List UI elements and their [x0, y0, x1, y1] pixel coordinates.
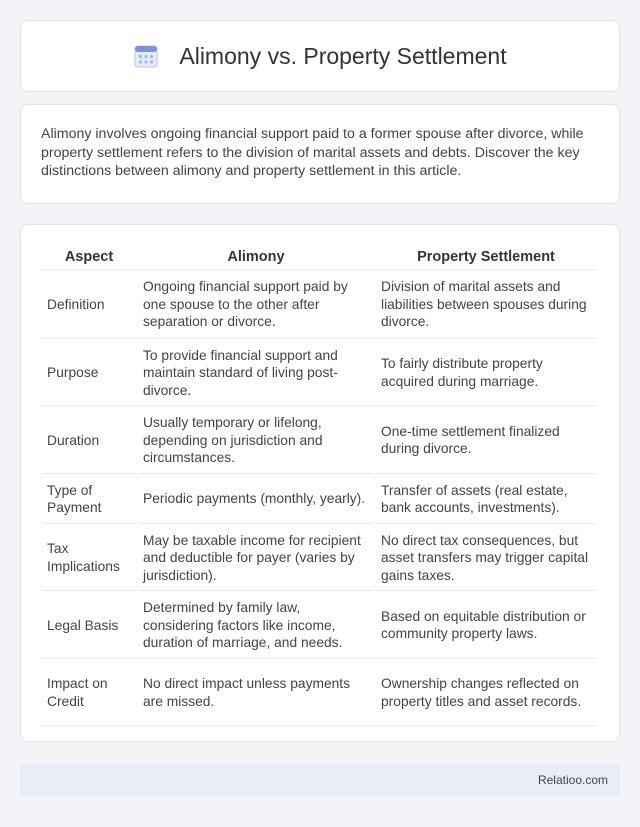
cell-property: One-time settlement finalized during divorce.: [376, 408, 596, 474]
cell-alimony: Ongoing financial support paid by one spouse to the other after separation or divorce.: [138, 272, 374, 339]
cell-aspect: Purpose: [42, 341, 136, 407]
table-row: [42, 341, 596, 407]
intro-card: [20, 104, 620, 204]
table-row: [42, 408, 596, 474]
cell-alimony: Periodic payments (monthly, yearly).: [138, 476, 374, 524]
cell-aspect: Legal Basis: [42, 593, 136, 659]
comparison-card: [20, 224, 620, 742]
calendar-icon: [133, 43, 159, 69]
table-row: [42, 661, 596, 726]
cell-alimony: Usually temporary or lifelong, depending on jurisdiction and circumstances.: [138, 408, 374, 474]
cell-property: No direct tax consequences, but asset transfers may trigger capital gains taxes.: [376, 526, 596, 592]
table-row: [42, 272, 596, 339]
cell-property: Division of marital assets and liabilities between spouses during divorce.: [376, 272, 596, 339]
cell-aspect: Tax Implications: [42, 526, 136, 592]
cell-aspect: Definition: [42, 272, 136, 339]
title-card: [20, 20, 620, 92]
column-header-alimony: Alimony: [138, 247, 374, 270]
footer-brand: Relatioo.com: [537, 773, 608, 787]
cell-aspect: Duration: [42, 408, 136, 474]
cell-alimony: Determined by family law, considering factors like income, duration of marriage, and needs.: [138, 593, 374, 659]
table-row: [42, 526, 596, 592]
cell-alimony: To provide financial support and maintain standard of living post-divorce.: [138, 341, 374, 407]
column-header-property-settlement: Property Settlement: [376, 247, 596, 270]
intro-text: Alimony involves ongoing financial support paid to a former spouse after divorce, while property settlement refers to the division of marital assets and debts. Discover the key distinctions between alimony and property settlement in this article.: [41, 126, 584, 179]
cell-alimony: No direct impact unless payments are missed.: [138, 661, 374, 726]
footer-bar: [20, 763, 620, 797]
table-header-row: [42, 247, 596, 270]
table-row: [42, 476, 596, 524]
column-header-aspect: Aspect: [42, 247, 136, 270]
table-row: [42, 593, 596, 659]
cell-aspect: Impact on Credit: [42, 661, 136, 726]
cell-property: Based on equitable distribution or community property laws.: [376, 593, 596, 659]
cell-alimony: May be taxable income for recipient and deductible for payer (varies by jurisdiction).: [138, 526, 374, 592]
cell-property: Ownership changes reflected on property titles and asset records.: [376, 661, 596, 726]
comparison-table: [40, 245, 598, 728]
cell-aspect: Type of Payment: [42, 476, 136, 524]
cell-property: To fairly distribute property acquired during marriage.: [376, 341, 596, 407]
page-title: Alimony vs. Property Settlement: [179, 42, 507, 69]
cell-property: Transfer of assets (real estate, bank accounts, investments).: [376, 476, 596, 524]
